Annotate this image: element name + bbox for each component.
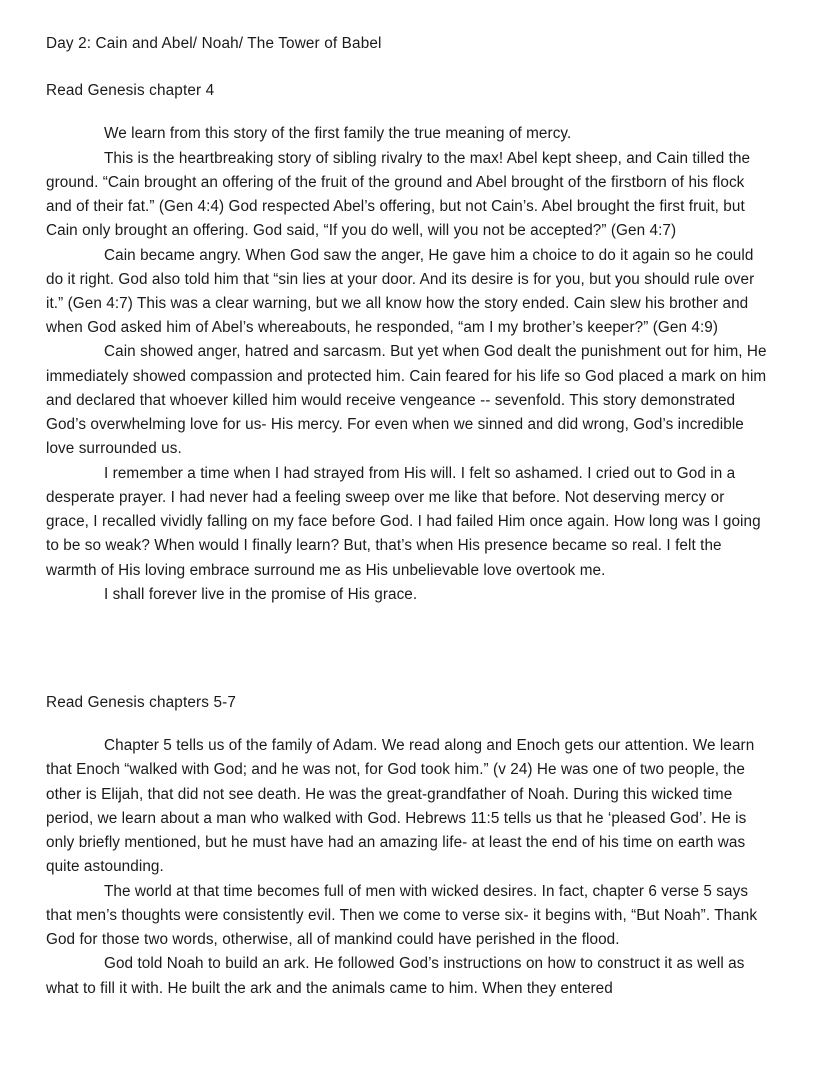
paragraph: The world at that time becomes full of men with wicked desires. In fact, chapter 6 verse 5 says that men’s thoughts were consistently evil. Then we come to verse six- it begins with, “But Noah”. Thank God for those two words, otherwise, all of mankind could have perished in the flood. [46,882,758,949]
paragraph: This is the heartbreaking story of sibling rivalry to the max! Abel kept sheep, and Cain tilled the ground. “Cain brought an offering of the fruit of the ground and Abel brought of the firstborn of his flock and of their fat.” (Gen 4:4) God respected Abel’s offering, but not Cain’s. Abel brought the first fruit, but Cain only brought an offering. God said, “If you do well, will you not be accepted?” (Gen 4:7) [46,149,751,240]
paragraph: God told Noah to build an ark. He followed God’s instructions on how to construct it as well as what to fill it with. He built the ark and the animals came to him. When they entered [46,955,745,997]
paragraph: I shall forever live in the promise of His grace. [104,585,418,603]
paragraph: I remember a time when I had strayed from His will. I felt so ashamed. I cried out to God in a desperate prayer. I had never had a feeling sweep over me like that before. Not deserving mercy or grace, I recalled vividly falling on my face before God. I had failed Him once again. How long was I going to be so weak? When would I finally learn? But, that’s when His presence became so real. I felt the warmth of His loving embrace surround me as His unbelievable love overtook me. [46,464,761,579]
section-heading-genesis-5-7: Read Genesis chapters 5-7 [46,694,237,712]
paragraph: Cain showed anger, hatred and sarcasm. But yet when God dealt the punishment out for him, He immediately showed compassion and protected him. Cain feared for his life so God placed a mark on him and declared that whoever killed him would receive vengeance -- sevenfold. This story demonstrated God’s overwhelming love for us- His mercy. For even when we sinned and did wrong, God’s incredible love surrounded us. [46,343,767,458]
page-title: Day 2: Cain and Abel/ Noah/ The Tower of Babel [46,35,382,52]
section-spacer [46,607,770,693]
paragraph: Cain became angry. When God saw the anger, He gave him a choice to do it again so he could do it right. God also told him that “sin lies at your door. And its desire is for you, but you should rule over it.” (Gen 4:7) This was a clear warning, but we all know how the story ended. Cain slew his brother and when God asked him of Abel’s whereabouts, he responded, “am I my brother’s keeper?” (Gen 4:9) [46,246,755,337]
section-heading-genesis-4: Read Genesis chapter 4 [46,82,215,100]
paragraph: We learn from this story of the first family the true meaning of mercy. [104,125,572,143]
paragraph: Chapter 5 tells us of the family of Adam. We read along and Enoch gets our attention. We learn that Enoch “walked with God; and he was not, for God took him.” (v 24) He was one of two people, the other is Elijah, that did not see death. He was the great-grandfather of Noah. During this wicked time period, we learn about a man who walked with God. Hebrews 11:5 tells us that he ‘pleased God’. He is only briefly mentioned, but he must have had an amazing life- at least the end of his time on earth was quite astounding. [46,737,755,876]
